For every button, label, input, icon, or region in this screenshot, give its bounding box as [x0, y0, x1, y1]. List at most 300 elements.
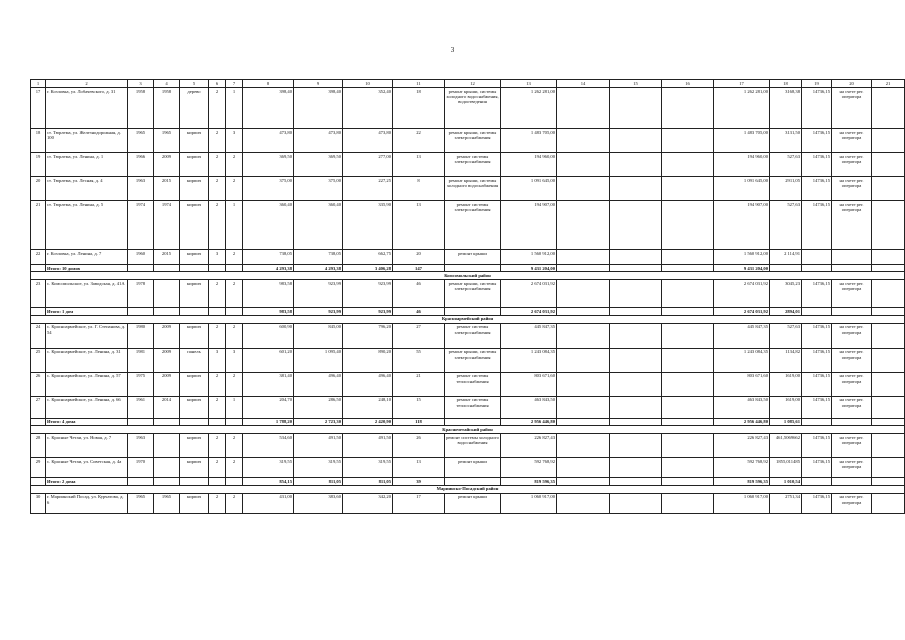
table-cell	[610, 177, 662, 201]
district-total-row	[31, 478, 905, 485]
table-cell: 25	[31, 348, 46, 372]
table-cell: 601,20	[243, 348, 294, 372]
table-cell: 13	[393, 201, 445, 250]
table-cell: 2911,05	[770, 177, 802, 201]
table-cell	[610, 418, 662, 425]
table-cell: 491,50	[343, 434, 393, 458]
table-cell	[226, 418, 243, 425]
table-cell: 14736,15	[802, 396, 832, 418]
table-cell	[557, 493, 610, 513]
table-cell: 398,40	[243, 88, 294, 129]
table-cell: 46	[393, 280, 445, 308]
table-cell: г. Козловка, ул. Лобачевского, д. 31	[46, 88, 128, 129]
table-cell: с. Красноармейское, ул. Ленина, д. 31	[46, 348, 128, 372]
table-cell	[557, 201, 610, 250]
table-cell: 1 095,40	[294, 348, 343, 372]
table-cell: 662,75	[343, 250, 393, 265]
table-cell: 1974	[154, 201, 180, 250]
table-cell: 1 091 645,00	[501, 177, 557, 201]
table-cell: 194 960,00	[714, 153, 770, 177]
table-cell: 22	[31, 250, 46, 265]
table-cell: 2 674 031,92	[501, 308, 557, 315]
table-cell	[557, 129, 610, 153]
table-cell: 2 956 446,80	[714, 418, 770, 425]
table-cell: 738,05	[294, 250, 343, 265]
table-cell: 2	[226, 250, 243, 265]
table-cell: на счете рег. оператора	[832, 434, 872, 458]
table-cell: 803 671,60	[714, 372, 770, 396]
table-cell: на счете рег. оператора	[832, 458, 872, 478]
table-cell: 2009	[154, 153, 180, 177]
district-section-row	[31, 485, 905, 493]
table-cell: 2 674 031,92	[714, 308, 770, 315]
table-cell: 1980	[128, 323, 154, 348]
table-cell	[872, 478, 905, 485]
table-cell: г. Мариинский Посад, ул. Курчатова, д. 6	[46, 493, 128, 513]
table-cell	[662, 478, 714, 485]
table-cell	[445, 308, 501, 315]
table-cell: 21	[393, 372, 445, 396]
table-cell: 1958	[154, 88, 180, 129]
table-cell: 1 483 705,00	[501, 129, 557, 153]
table-cell: 2	[209, 458, 226, 478]
table-cell	[610, 434, 662, 458]
table-cell: кирпич	[180, 493, 209, 513]
table-cell	[557, 372, 610, 396]
table-cell: 527,63	[770, 323, 802, 348]
table-cell: кирпич	[180, 177, 209, 201]
table-cell: 811,05	[294, 478, 343, 485]
table-cell: 1 060 917,00	[714, 493, 770, 513]
table-cell	[872, 323, 905, 348]
table-cell: 360,40	[294, 201, 343, 250]
district-name: Комсомольский район	[31, 272, 905, 280]
table-cell: 15	[393, 396, 445, 418]
table-cell	[662, 201, 714, 250]
table-cell: 2 674 031,92	[714, 280, 770, 308]
column-number-cell: 6	[209, 80, 226, 88]
table-cell	[610, 280, 662, 308]
table-cell	[557, 250, 610, 265]
table-cell: 1965	[154, 129, 180, 153]
table-cell: 1	[226, 88, 243, 129]
table-cell	[31, 478, 46, 485]
column-number-cell: 2	[46, 80, 128, 88]
table-cell	[662, 88, 714, 129]
table-row	[31, 458, 905, 478]
table-cell: 1963	[128, 177, 154, 201]
table-cell: 461,5069662	[770, 434, 802, 458]
table-cell: 14736,15	[802, 348, 832, 372]
table-cell: 319,55	[343, 458, 393, 478]
table-cell: 18	[31, 129, 46, 153]
table-cell: 3	[226, 348, 243, 372]
table-cell	[872, 458, 905, 478]
table-cell: кирпич	[180, 396, 209, 418]
table-cell: 463 843,50	[714, 396, 770, 418]
table-cell	[872, 129, 905, 153]
table-cell: 2009	[154, 348, 180, 372]
table-cell: 983,58	[243, 308, 294, 315]
table-cell: ремонт системы теплоснабжения	[445, 372, 501, 396]
table-cell: 496,40	[343, 372, 393, 396]
table-row	[31, 323, 905, 348]
table-cell: 226 827,43	[714, 434, 770, 458]
table-cell: 1 243 084,35	[714, 348, 770, 372]
table-cell: 14736,15	[802, 372, 832, 396]
table-cell: 2	[226, 153, 243, 177]
table-cell	[445, 478, 501, 485]
table-cell	[154, 308, 180, 315]
table-cell: 2	[209, 323, 226, 348]
table-cell: 3	[209, 348, 226, 372]
table-cell: 1	[226, 396, 243, 418]
table-cell: 600,90	[243, 323, 294, 348]
table-cell: 854,15	[243, 478, 294, 485]
table-cell: 2	[226, 323, 243, 348]
table-cell: ремонт системы электроснабжения	[445, 201, 501, 250]
table-cell: 1965	[128, 129, 154, 153]
table-cell: 983,58	[243, 280, 294, 308]
table-cell: панель	[180, 348, 209, 372]
table-cell: 923,99	[343, 280, 393, 308]
table-cell: 248,10	[343, 396, 393, 418]
table-cell: 194 960,00	[501, 153, 557, 177]
table-cell: 369,50	[294, 153, 343, 177]
table-cell: 14736,15	[802, 88, 832, 129]
column-number-cell: 10	[343, 80, 393, 88]
table-cell: 342,20	[343, 493, 393, 513]
table-cell: с. Красноармейское, ул. Г. Степанова, д. 54	[46, 323, 128, 348]
table-row	[31, 177, 905, 201]
table-cell: 1855,011485	[770, 458, 802, 478]
table-cell: 1619,00	[770, 372, 802, 396]
table-cell: ремонт крыши	[445, 493, 501, 513]
column-number-cell: 9	[294, 80, 343, 88]
table-cell: 277,00	[343, 153, 393, 177]
table-cell: 445 847,35	[714, 323, 770, 348]
table-cell: на счете рег. оператора	[832, 153, 872, 177]
column-number-cell: 14	[557, 80, 610, 88]
table-cell	[557, 265, 610, 272]
table-cell: 1961	[128, 396, 154, 418]
table-cell: 2014	[154, 396, 180, 418]
table-cell: 1134,82	[770, 348, 802, 372]
table-cell	[662, 250, 714, 265]
column-number-cell: 17	[714, 80, 770, 88]
table-cell: ремонт системы электроснабжения	[445, 323, 501, 348]
table-cell	[180, 265, 209, 272]
table-cell: 14736,15	[802, 434, 832, 458]
table-cell	[662, 396, 714, 418]
column-number-cell: 20	[832, 80, 872, 88]
table-cell	[180, 308, 209, 315]
district-section-row	[31, 426, 905, 434]
table-cell: 3 406,28	[343, 265, 393, 272]
table-cell: 2	[209, 493, 226, 513]
table-cell: 2 674 031,92	[501, 280, 557, 308]
table-cell: 3168,38	[770, 88, 802, 129]
table-cell	[557, 434, 610, 458]
table-cell: 17	[31, 88, 46, 129]
table-cell	[226, 478, 243, 485]
district-total-row	[31, 418, 905, 425]
column-number-cell: 5	[180, 80, 209, 88]
table-cell: кирпич	[180, 434, 209, 458]
table-cell: 381,40	[243, 372, 294, 396]
table-cell	[180, 418, 209, 425]
table-cell: 1 010,54	[770, 478, 802, 485]
table-row	[31, 396, 905, 418]
table-cell: 534,60	[243, 434, 294, 458]
table-cell: Итого: 4 дома	[46, 418, 128, 425]
table-cell: ремонт крыши	[445, 250, 501, 265]
table-cell: на счете рег. оператора	[832, 493, 872, 513]
table-cell	[872, 434, 905, 458]
table-cell	[557, 153, 610, 177]
table-cell	[872, 396, 905, 418]
table-cell	[802, 308, 832, 315]
table-cell: 194 907,00	[714, 201, 770, 250]
table-cell: 4 293,38	[243, 265, 294, 272]
table-cell: на счете рег. оператора	[832, 372, 872, 396]
table-cell: 463 843,50	[501, 396, 557, 418]
table-cell: 923,99	[294, 308, 343, 315]
table-cell: 27	[393, 323, 445, 348]
table-cell: дерево	[180, 88, 209, 129]
table-row	[31, 153, 905, 177]
table-cell	[872, 348, 905, 372]
table-cell: 1958	[128, 88, 154, 129]
column-number-cell: 13	[501, 80, 557, 88]
table-cell: 398,40	[294, 88, 343, 129]
page-number: 3	[450, 46, 455, 54]
column-number-cell: 8	[243, 80, 294, 88]
table-cell	[154, 434, 180, 458]
table-cell: 23	[31, 280, 46, 308]
table-cell	[872, 493, 905, 513]
table-cell: 1966	[128, 153, 154, 177]
table-row	[31, 201, 905, 250]
table-cell	[872, 250, 905, 265]
table-cell: 335,90	[343, 201, 393, 250]
table-cell	[802, 418, 832, 425]
table-cell	[610, 308, 662, 315]
table-cell: 226 827,43	[501, 434, 557, 458]
table-cell: с. Красноармейское, ул. Ленина, д. 57	[46, 372, 128, 396]
table-row	[31, 493, 905, 513]
table-cell	[802, 250, 832, 265]
table-cell	[557, 308, 610, 315]
table-cell: 1960	[128, 250, 154, 265]
table-cell: ст. Тюрлема, ул. Железнодорожная, д. 100	[46, 129, 128, 153]
table-cell: 496,40	[294, 372, 343, 396]
table-cell	[209, 418, 226, 425]
column-number-cell: 15	[610, 80, 662, 88]
district-section-row	[31, 315, 905, 323]
table-cell	[610, 493, 662, 513]
table-cell: 20	[31, 177, 46, 201]
table-cell: 20	[393, 250, 445, 265]
table-row	[31, 129, 905, 153]
table-cell: 1 788,20	[243, 418, 294, 425]
table-cell: 2	[226, 372, 243, 396]
table-cell	[610, 250, 662, 265]
table-cell: 22	[393, 129, 445, 153]
table-cell: 1	[226, 201, 243, 250]
table-cell	[662, 153, 714, 177]
table-cell	[872, 280, 905, 308]
table-cell: 2894,01	[770, 308, 802, 315]
table-cell: 592 768,92	[501, 458, 557, 478]
table-cell	[557, 348, 610, 372]
table-row	[31, 88, 905, 129]
table-cell: ремонт крыши, системы электроснабжения	[445, 280, 501, 308]
table-cell	[832, 478, 872, 485]
table-cell: 227,25	[343, 177, 393, 201]
table-cell: 147	[393, 265, 445, 272]
table-cell: кирпич	[180, 250, 209, 265]
table-cell	[872, 308, 905, 315]
table-cell: 21	[31, 201, 46, 250]
table-cell	[872, 177, 905, 201]
table-cell	[31, 418, 46, 425]
table-cell: 2	[226, 458, 243, 478]
column-number-cell: 3	[128, 80, 154, 88]
table-cell: 2015	[154, 177, 180, 201]
table-cell: 375,00	[294, 177, 343, 201]
district-section-row	[31, 272, 905, 280]
table-cell: 811,05	[343, 478, 393, 485]
table-cell: 473,80	[343, 129, 393, 153]
table-cell: 2751,34	[770, 493, 802, 513]
district-name: Красноармейский район	[31, 315, 905, 323]
table-cell: 29	[31, 458, 46, 478]
table-cell	[662, 265, 714, 272]
table-cell: Итого: 1 дом	[46, 308, 128, 315]
table-cell	[31, 308, 46, 315]
table-cell	[802, 265, 832, 272]
table-cell	[832, 308, 872, 315]
column-number-cell: 7	[226, 80, 243, 88]
table-cell	[557, 280, 610, 308]
table-cell	[610, 372, 662, 396]
table-cell	[662, 458, 714, 478]
table-cell: на счете рег. оператора	[832, 396, 872, 418]
column-number-cell: 19	[802, 80, 832, 88]
table-cell: 2	[209, 201, 226, 250]
table-cell	[128, 265, 154, 272]
table-cell: 55	[393, 348, 445, 372]
table-cell: 14736,15	[802, 129, 832, 153]
table-cell: 445 847,35	[501, 323, 557, 348]
table-cell: на счете рег. оператора	[832, 177, 872, 201]
table-cell: ремонт системы холодного водоснабжения	[445, 434, 501, 458]
table-cell: 383,60	[294, 493, 343, 513]
table-cell: 2 420,90	[343, 418, 393, 425]
table-cell: 1 560 912,00	[714, 250, 770, 265]
table-cell: 2	[209, 153, 226, 177]
table-cell	[610, 323, 662, 348]
table-cell	[610, 201, 662, 250]
table-cell: 491,50	[294, 434, 343, 458]
table-cell	[610, 396, 662, 418]
table-cell	[31, 265, 46, 272]
table-cell: кирпич	[180, 280, 209, 308]
table-cell: 527,63	[770, 201, 802, 250]
table-cell	[872, 418, 905, 425]
table-cell: Итого: 10 домов	[46, 265, 128, 272]
table-cell: 14736,15	[802, 280, 832, 308]
table-cell: 3045,23	[770, 280, 802, 308]
table-cell: 592 768,92	[714, 458, 770, 478]
table-cell: 13	[393, 458, 445, 478]
table-cell: 2	[209, 280, 226, 308]
table-cell: 890,20	[343, 348, 393, 372]
table-cell: 14736,15	[802, 153, 832, 177]
table-cell	[662, 129, 714, 153]
table-cell: 473,80	[243, 129, 294, 153]
column-number-cell: 1	[31, 80, 46, 88]
column-number-cell: 18	[770, 80, 802, 88]
table-cell: ремонт крыши, системы холодного водоснабжения, водоотведения	[445, 88, 501, 129]
table-cell	[610, 88, 662, 129]
table-cell: 2 956 446,80	[501, 418, 557, 425]
table-cell	[557, 88, 610, 129]
table-cell	[662, 372, 714, 396]
table-cell: 1975	[128, 372, 154, 396]
table-cell	[154, 265, 180, 272]
table-cell: 2	[226, 493, 243, 513]
column-number-cell: 12	[445, 80, 501, 88]
table-cell: 14736,15	[802, 323, 832, 348]
table-cell	[154, 478, 180, 485]
table-cell: 2	[226, 434, 243, 458]
table-cell	[128, 478, 154, 485]
table-cell: с. Красноармейское, ул. Ленина, д. 66	[46, 396, 128, 418]
table-cell	[557, 458, 610, 478]
table-cell: кирпич	[180, 153, 209, 177]
table-cell: на счете рег. оператора	[832, 348, 872, 372]
table-cell: 375,00	[243, 177, 294, 201]
table-cell: 2	[226, 280, 243, 308]
district-name: Мариинско-Посадский район	[31, 485, 905, 493]
table-cell: 473,80	[294, 129, 343, 153]
table-cell	[872, 88, 905, 129]
table-cell	[662, 323, 714, 348]
column-number-header-row	[31, 80, 905, 88]
table-cell: ремонт системы теплоснабжения	[445, 396, 501, 418]
table-cell: 14736,15	[802, 177, 832, 201]
table-cell: 2	[209, 372, 226, 396]
table-row	[31, 372, 905, 396]
table-cell	[832, 250, 872, 265]
table-cell: 1974	[128, 201, 154, 250]
table-cell: 204,70	[243, 396, 294, 418]
table-cell: 1963	[128, 434, 154, 458]
table-cell	[832, 265, 872, 272]
table-cell: 369,50	[243, 153, 294, 177]
table-cell: 1619,00	[770, 396, 802, 418]
table-cell	[610, 129, 662, 153]
table-cell: 1970	[128, 458, 154, 478]
table-cell	[557, 478, 610, 485]
table-cell: 2	[209, 396, 226, 418]
table-cell	[662, 280, 714, 308]
table-cell	[445, 418, 501, 425]
table-cell: 1 091 645,00	[714, 177, 770, 201]
table-cell	[180, 478, 209, 485]
